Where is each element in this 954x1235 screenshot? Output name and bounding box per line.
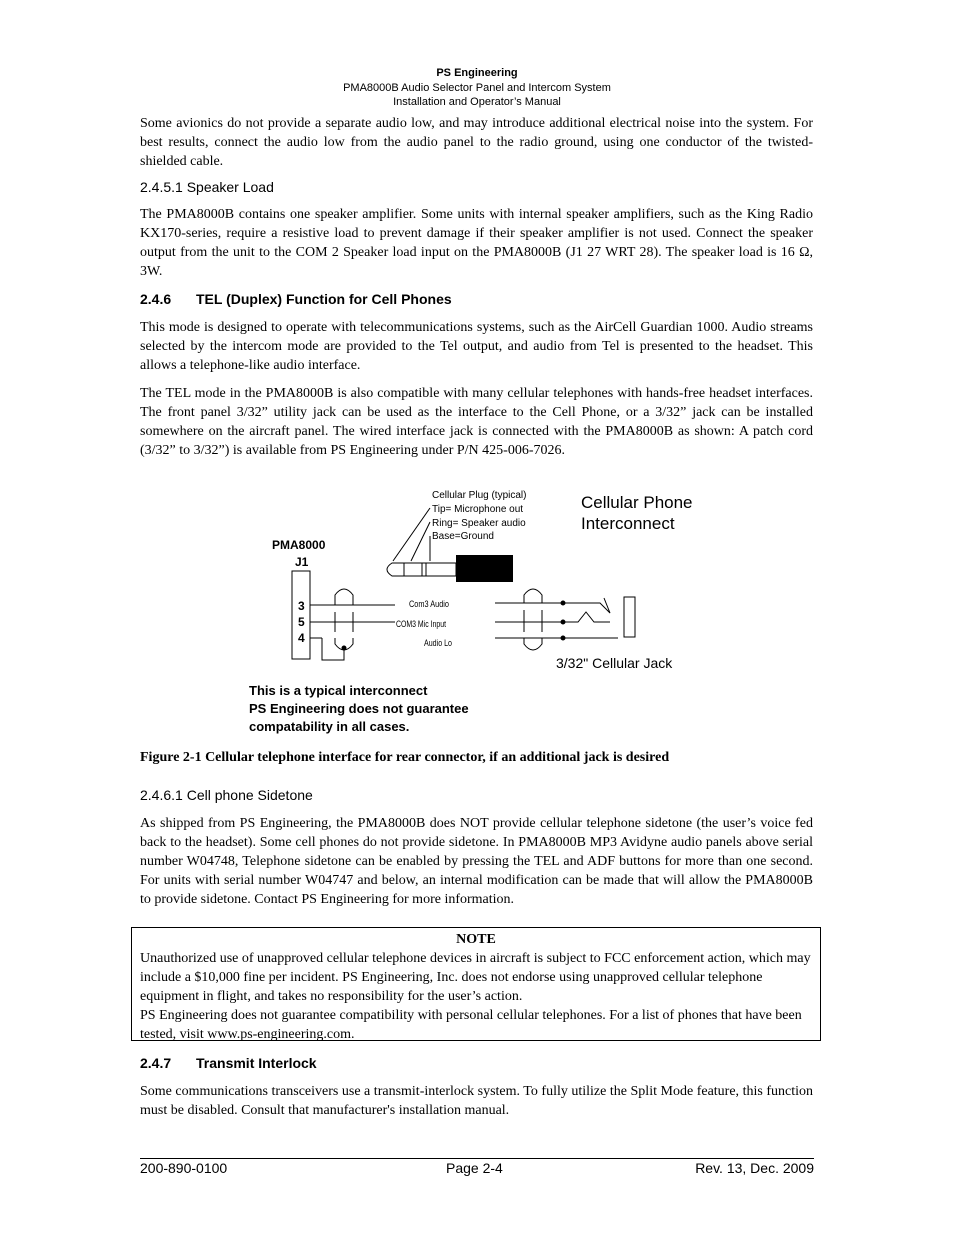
wire-label-com3-audio: Com3 Audio	[409, 599, 449, 609]
plug-label-4: Base=Ground	[432, 531, 494, 542]
figure-title-2: Interconnect	[581, 514, 675, 533]
note-body	[140, 949, 812, 1044]
footer-rule	[140, 1158, 814, 1159]
heading-interlock-title: Transmit Interlock	[196, 1055, 317, 1071]
note-box	[131, 927, 821, 1041]
pin-5-label: 5	[298, 615, 305, 629]
cellular-jack-icon	[563, 597, 635, 638]
header-product: PMA8000B Audio Selector Panel and Intercom System	[343, 81, 611, 94]
disclaimer-line-3: compatability in all cases.	[249, 719, 410, 734]
note-line-compatibility: PS Engineering does not guarantee compatibility with personal cellular telephones. For a list of phones that have been tested, visit www.ps-engineering.com.	[140, 1008, 802, 1042]
heading-speaker-load: 2.4.5.1 Speaker Load	[140, 179, 274, 195]
note-title: NOTE	[456, 932, 496, 947]
footer-revision: Rev. 13, Dec. 2009	[695, 1160, 814, 1176]
pin-3-label: 3	[298, 599, 305, 613]
pin-4-label: 4	[298, 631, 305, 645]
paragraph-speaker-load: The PMA8000B contains one speaker amplifier. Some units with internal speaker amplifiers, such as the King Radio KX170-series, require a resistive load to prevent damage if their speaker amplifier is not used. Connect the speaker output from the unit to the COM 2 Speaker load input on the PMA8000B (J1 27 WRT 28). The speaker load is 16 Ω, 3W.	[140, 207, 813, 279]
cellular-plug-icon	[387, 555, 513, 582]
figure-title-1: Cellular Phone	[581, 493, 693, 512]
wire-label-com3-mic: COM3 Mic Input	[396, 619, 447, 629]
heading-tel-title: TEL (Duplex) Function for Cell Phones	[196, 291, 452, 307]
disclaimer-line-2: PS Engineering does not guarantee	[249, 701, 469, 716]
paragraph-tel-mode: This mode is designed to operate with telecommunications systems, such as the AirCell Guardian 1000. Audio streams selected by the intercom mode are provided to the Tel output, and audio from Tel is presented to the headset. This allows a telephone-like audio interface.	[140, 320, 813, 373]
left-wiring	[310, 589, 395, 660]
plug-label-1: Cellular Plug (typical)	[432, 490, 527, 501]
plug-label-2: Tip= Microphone out	[432, 504, 524, 515]
paragraph-audio-low: Some avionics do not provide a separate audio low, and may introduce additional electrical noise into the system. For best results, connect the audio low from the audio panel to the radio ground, using one conductor of the twisted-shielded cable.	[140, 116, 813, 169]
heading-interlock-number: 2.4.7	[140, 1055, 172, 1071]
heading-transmit-interlock	[140, 1055, 317, 1071]
wire-label-audio-lo: Audio Lo	[424, 638, 452, 648]
header-manual: Installation and Operator’s Manual	[393, 96, 561, 108]
figure-caption: Figure 2-1 Cellular telephone interface for rear connector, if an additional jack is desired	[140, 750, 670, 765]
paragraph-sidetone: As shipped from PS Engineering, the PMA8000B does NOT provide cellular telephone sidetone (the user’s voice fed back to the headset). Some cell phones do not provide sidetone. In PMA8000B MP3 Avidyne audio panels above serial number W04748, Telephone sidetone can be enabled by pressing the TEL and ADF buttons for more than one second. For units with serial number W04747 and below, an internal modification can be made that will allow the PMA8000B to provide sidetone. Contact PS Engineering for more information.	[140, 816, 813, 907]
paragraph-interlock: Some communications transceivers use a transmit-interlock system. To fully utilize the Split Mode feature, this function must be disabled. Consult that manufacturer's installation manual.	[140, 1084, 813, 1118]
leader-line-ring	[411, 522, 430, 561]
heading-tel-number: 2.4.6	[140, 291, 172, 307]
note-line-fcc: Unauthorized use of unapproved cellular telephone devices in aircraft is subject to FCC enforcement action, which may include a $10,000 fine per incident. PS Engineering, Inc. does not endorse using unapproved cellular telephone equipment in flight, and takes no responsibility for the user’s action.	[140, 951, 811, 1004]
heading-sidetone: 2.4.6.1 Cell phone Sidetone	[140, 787, 313, 803]
jack-label: 3/32" Cellular Jack	[556, 655, 673, 671]
footer-page-number: Page 2-4	[446, 1160, 503, 1176]
plug-label-3: Ring= Speaker audio	[432, 518, 526, 529]
right-wiring	[495, 589, 565, 650]
header-company: PS Engineering	[436, 67, 518, 79]
pma-label: PMA8000	[272, 538, 326, 552]
disclaimer-line-1: This is a typical interconnect	[249, 683, 428, 698]
footer-doc-number: 200-890-0100	[140, 1160, 228, 1176]
paragraph-tel-cellular: The TEL mode in the PMA8000B is also compatible with many cellular telephones with hands-free headset interfaces. The front panel 3/32” utility jack can be used as the interface to the Cell Phone, or a 3/32” jack can be installed somewhere on the aircraft panel. The wired interface jack is connected with the PMA8000B as shown: A patch cord (3/32” to 3/32”) is available from PS Engineering under P/N 425-006-7026.	[140, 386, 813, 458]
j1-label: J1	[295, 555, 309, 569]
